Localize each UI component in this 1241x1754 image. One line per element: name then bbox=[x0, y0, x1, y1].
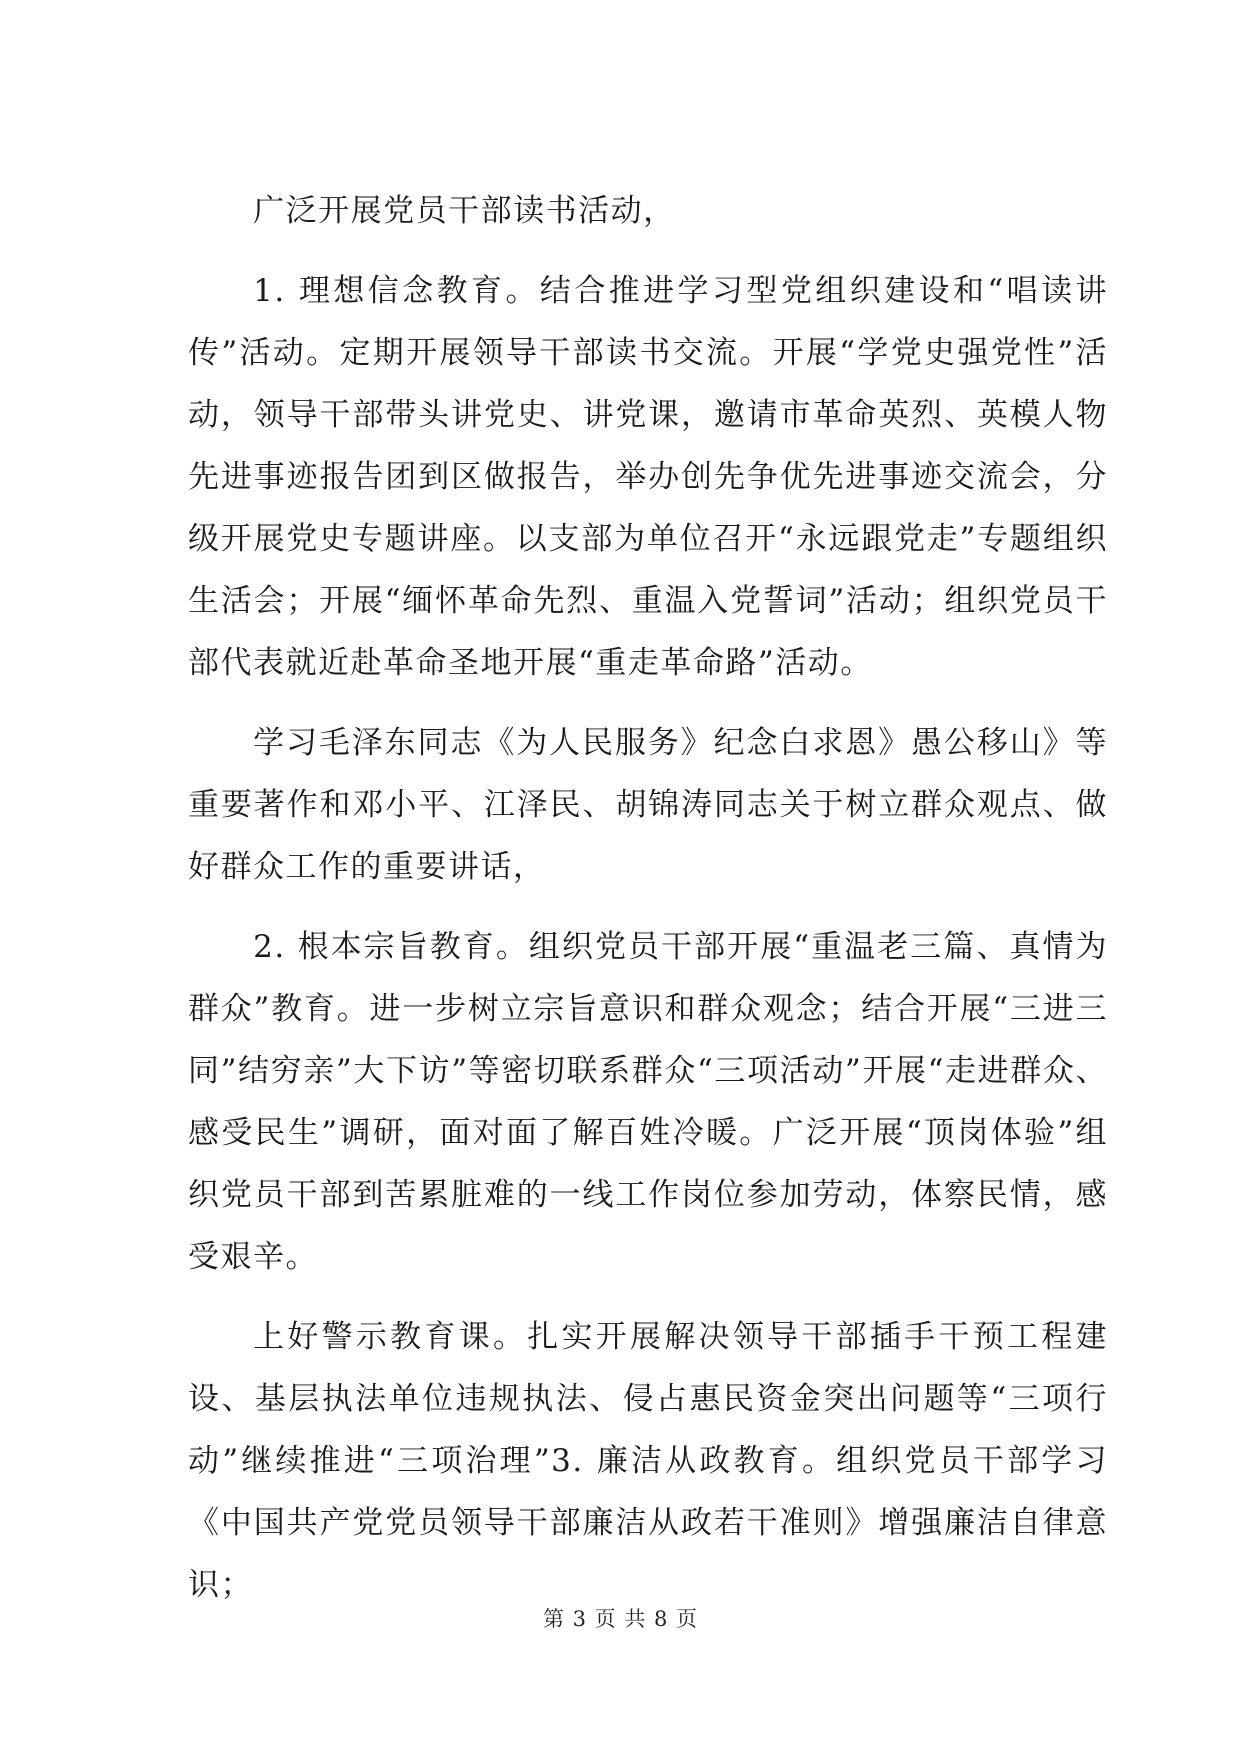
paragraph-reading-activity: 广泛开展党员干部读书活动， bbox=[253, 193, 676, 229]
paragraph-fundamental-purpose-education: 2. 根本宗旨教育。组织党员干部开展“重温老三篇、真情为群众”教育。进一步树立宗旨意识和群众观念；结合开展“三进三同”结穷亲”大下访”等密切联系群众“三项活动”开展“走进群众、感受民生”调研，面对面了解百姓冷暖。广泛开展“顶岗体验”组织党员干部到苦累脏难的一线工作岗位参加劳动，体察民情，感受艰辛。 bbox=[188, 929, 1108, 1275]
paragraph-study-works: 学习毛泽东同志《为人民服务》纪念白求恩》愚公移山》等重要著作和邓小平、江泽民、胡锦涛同志关于树立群众观点、做好群众工作的重要讲话， bbox=[188, 725, 1108, 885]
paragraph-warning-education: 上好警示教育课。扎实开展解决领导干部插手干预工程建设、基层执法单位违规执法、侵占惠民资金突出问题等“三项行动”继续推进“三项治理”3. 廉洁从政教育。组织党员干部学习《中国共产党党员领导干部廉洁从政若干准则》增强廉洁自律意识； bbox=[188, 1319, 1108, 1603]
document-body bbox=[188, 180, 1108, 1634]
paragraph-ideal-belief-education: 1. 理想信念教育。结合推进学习型党组织建设和“唱读讲传”活动。定期开展领导干部读书交流。开展“学党史强党性”活动，领导干部带头讲党史、讲党课，邀请市革命英烈、英模人物先进事迹报告团到区做报告，举办创先争优先进事迹交流会，分级开展党史专题讲座。以支部为单位召开“永远跟党走”专题组织生活会；开展“缅怀革命先烈、重温入党誓词”活动；组织党员干部代表就近赴革命圣地开展“重走革命路”活动。 bbox=[188, 273, 1108, 681]
page-number-footer: 第 3 页 共 8 页 bbox=[542, 1607, 699, 1631]
